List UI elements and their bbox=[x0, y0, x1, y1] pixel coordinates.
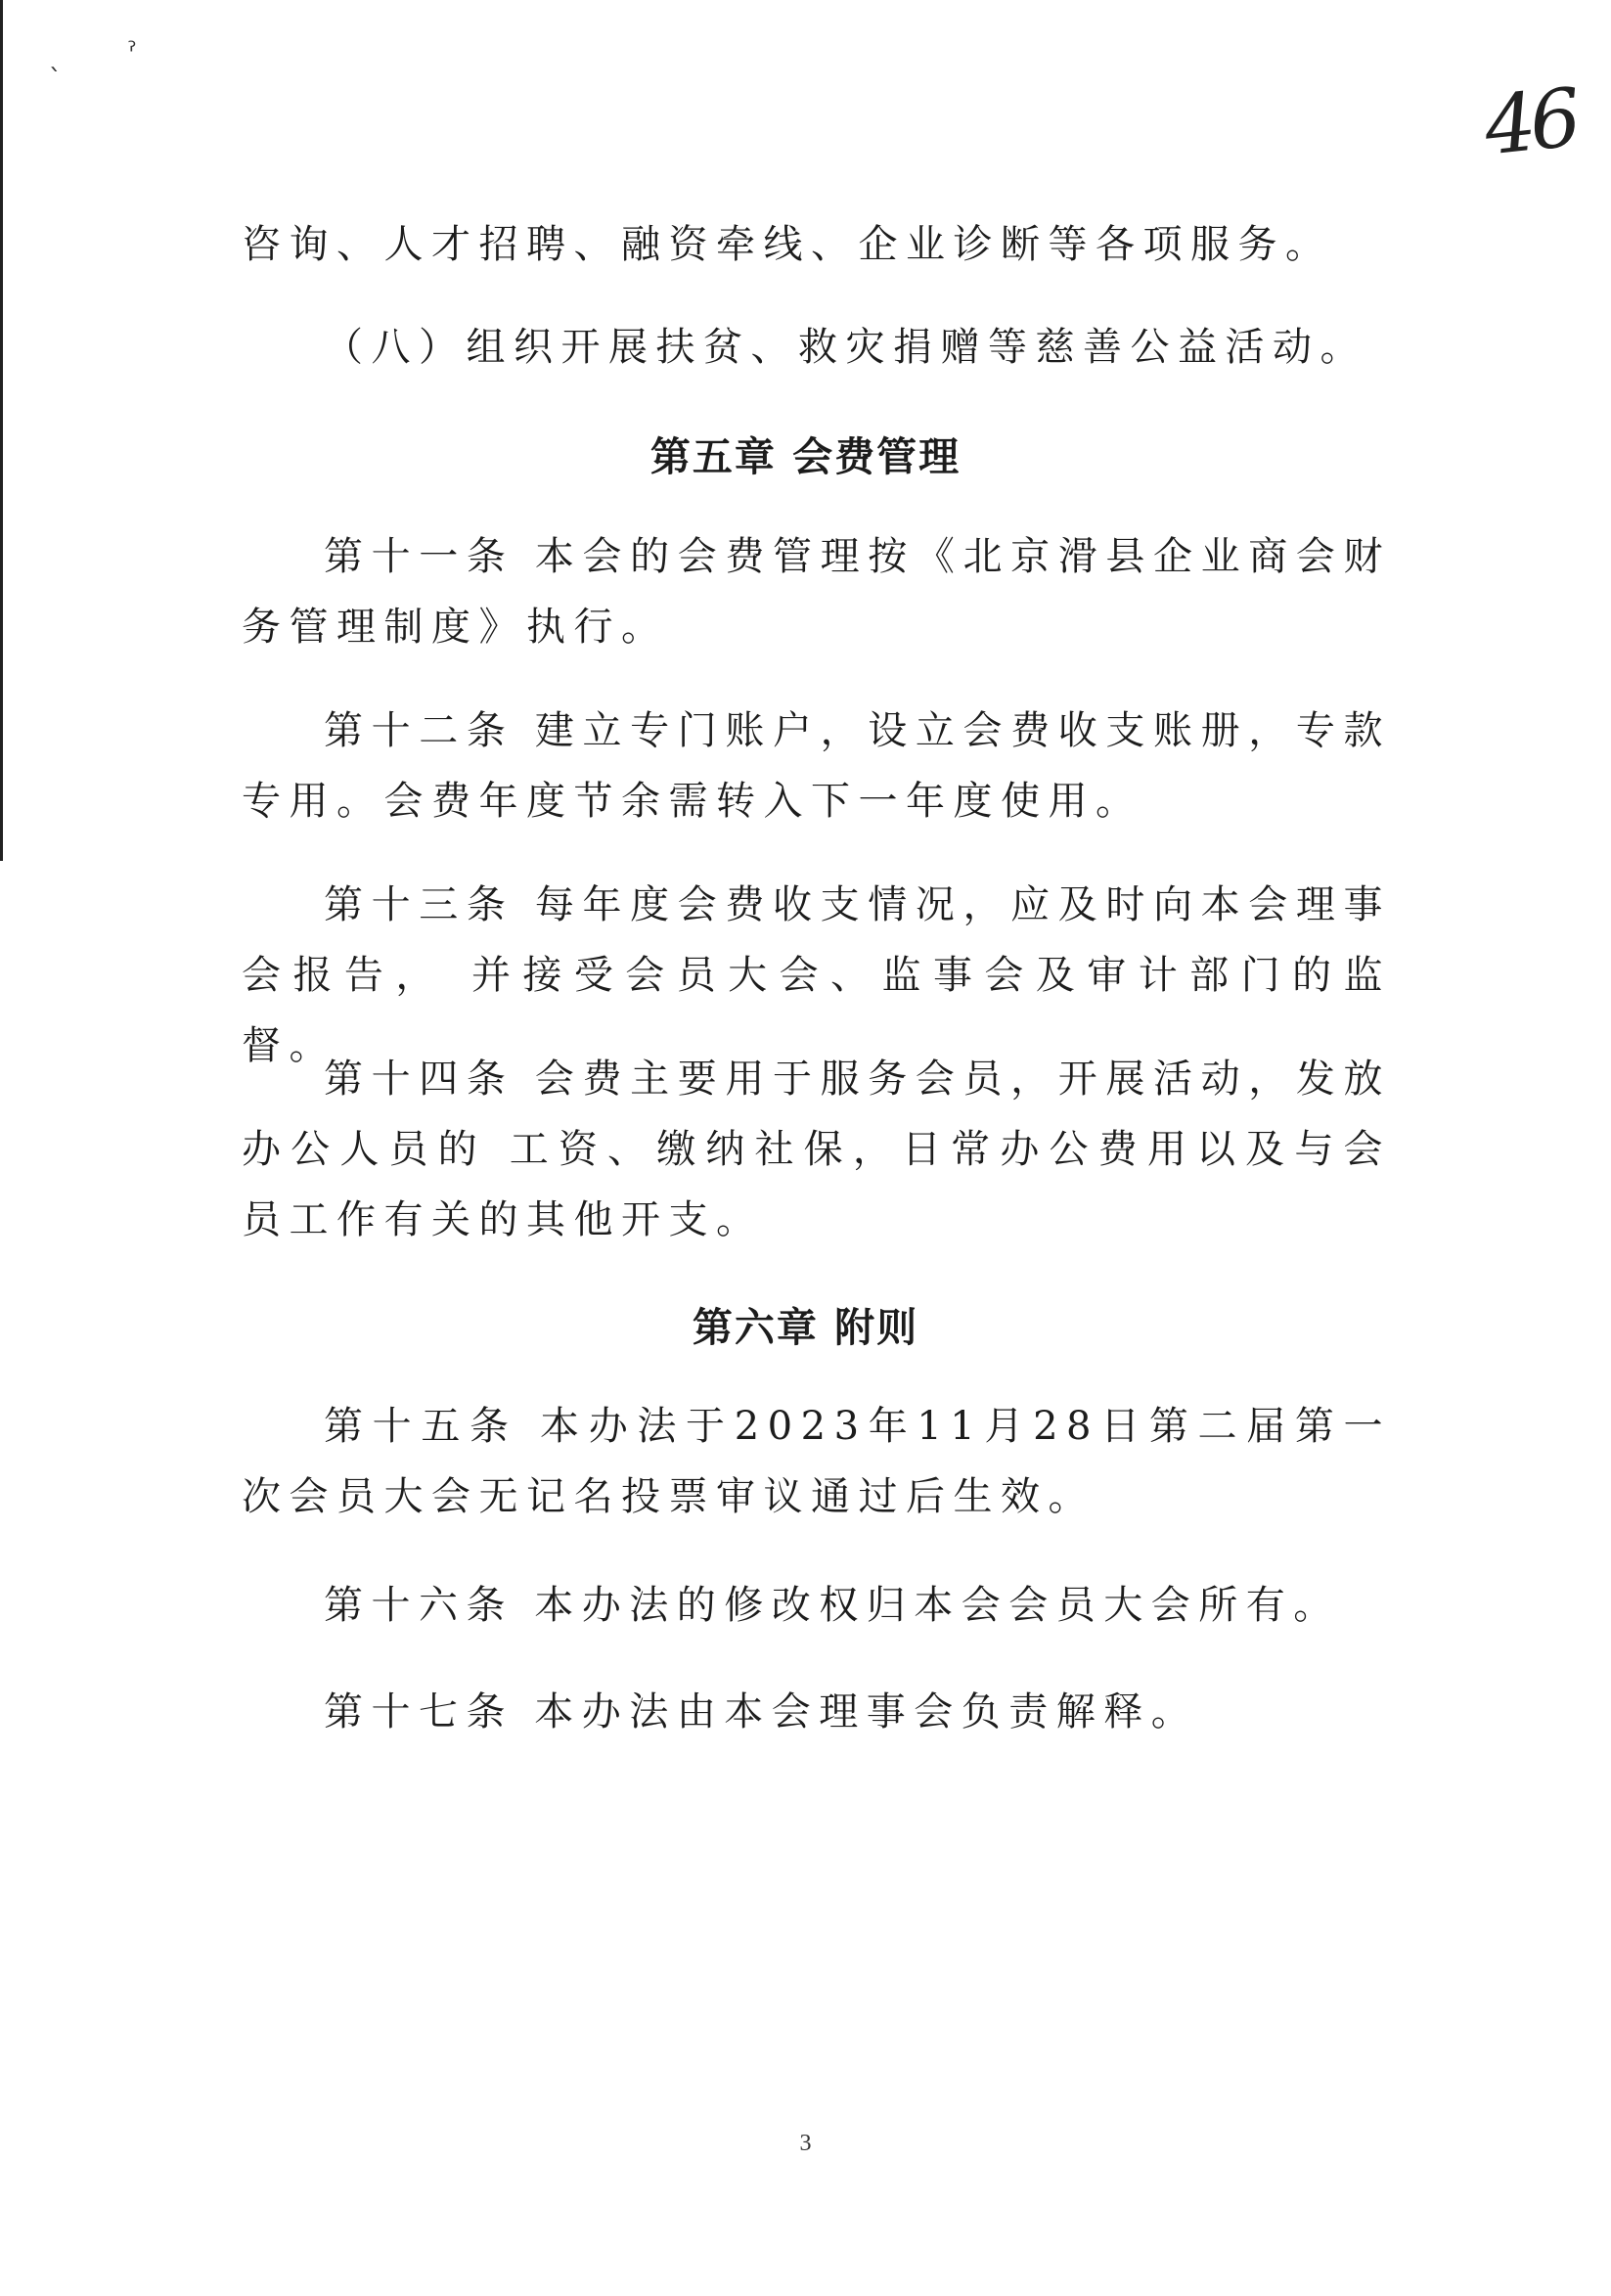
paragraph-services-continued: 咨询、人才招聘、融资牵线、企业诊断等各项服务。 bbox=[242, 222, 1333, 267]
handwritten-page-note: 46 bbox=[1480, 71, 1581, 174]
article-15: 第十五条 本办法于2023年11月28日第二届第一次会员大会无记名投票审议通过后生效。 bbox=[242, 1404, 1391, 1519]
article-14: 第十四条 会费主要用于服务会员，开展活动，发放办公人员的 工资、缴纳社保，日常办公费用以及与会员工作有关的其他开支。 bbox=[242, 1057, 1391, 1242]
chapter-six-heading: 第六章 附则 bbox=[692, 1304, 919, 1351]
article-12: 第十二条 建立专门账户，设立会费收支账册，专款专用。会费年度节余需转入下一年度使用。 bbox=[242, 708, 1391, 824]
article-13: 第十三条 每年度会费收支情况，应及时向本会理事会报告， 并接受会员大会、监事会及审计部门的监督。 bbox=[242, 882, 1391, 1068]
chapter-five-heading: 第五章 会费管理 bbox=[649, 433, 962, 480]
article-16: 第十六条 本办法的修改权归本会会员大会所有。 bbox=[324, 1583, 1341, 1628]
scan-speck: ˋ bbox=[49, 65, 62, 94]
article-11: 第十一条 本会的会费管理按《北京滑县企业商会财务管理制度》执行。 bbox=[242, 534, 1391, 650]
page-number: 3 bbox=[799, 2131, 812, 2156]
scan-speck: ˀ bbox=[127, 37, 137, 67]
paragraph-item-8: （八）组织开展扶贫、救灾捐赠等慈善公益活动。 bbox=[324, 325, 1367, 370]
article-17: 第十七条 本办法由本会理事会负责解释。 bbox=[324, 1689, 1199, 1734]
